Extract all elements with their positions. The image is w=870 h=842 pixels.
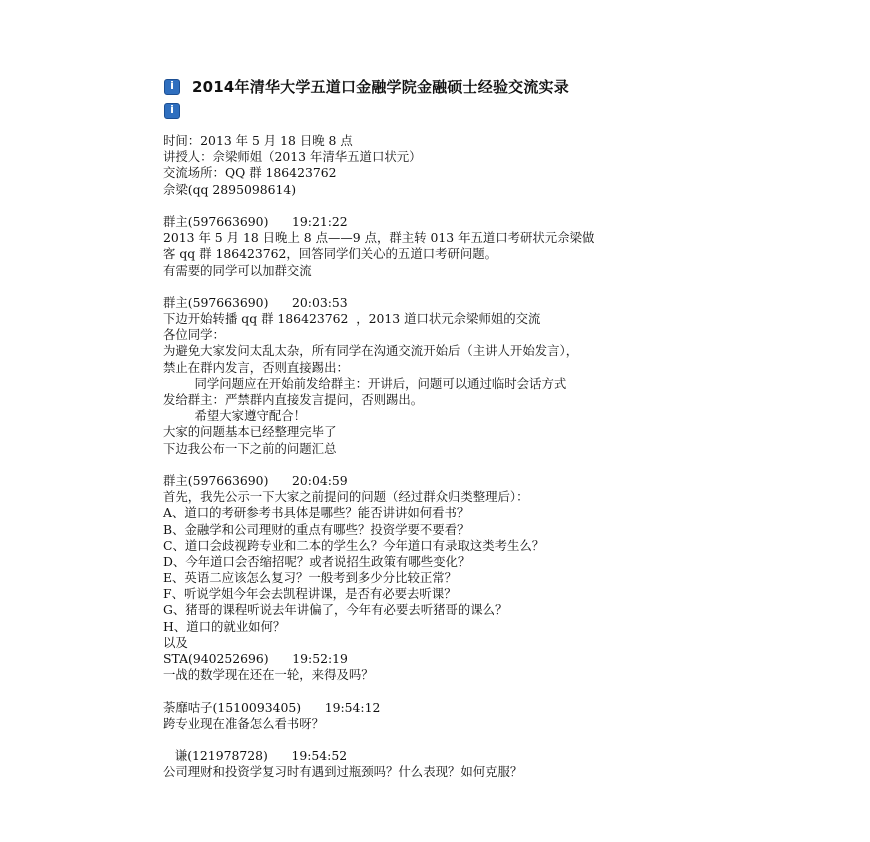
blank-line <box>163 198 763 214</box>
text-line: 讲授人：佘梁师姐（2013 年清华五道口状元） <box>163 149 422 165</box>
document-title: 2014年清华大学五道口金融学院金融硕士经验交流实录 <box>192 78 569 96</box>
text-line: 一战的数学现在还在一轮，来得及吗？ <box>163 667 374 683</box>
blank-line <box>163 732 763 748</box>
text-line: STA(940252696) 19:52:19 <box>163 651 348 666</box>
text-line: 希望大家遵守配合！ <box>163 408 307 424</box>
text-line: 有需要的同学可以加群交流 <box>163 262 312 278</box>
text-line: 群主(597663690) 20:03:53 <box>163 294 348 310</box>
text-line: B、金融学和公司理财的重点有哪些？投资学要不要看？ <box>163 521 470 537</box>
text-line: 以及 <box>163 634 188 650</box>
text-line: 群主(597663690) 19:21:22 <box>163 213 348 229</box>
text-line: 公司理财和投资学复习时有遇到过瓶颈吗？什么表现？如何克服？ <box>163 764 523 780</box>
text-line: 时间：2013 年 5 月 18 日晚 8 点 <box>163 133 353 148</box>
text-line: 禁止在群内发言，否则直接踢出： <box>163 359 349 375</box>
text-line: 荼靡咕子(1510093405) 19:54:12 <box>163 699 381 715</box>
text-line: G、猪哥的课程听说去年讲偏了，今年有必要去听猪哥的课么？ <box>163 602 508 618</box>
title-row <box>164 76 569 97</box>
text-line: 为避免大家发问太乱太杂，所有同学在沟通交流开始后（主讲人开始发言）， <box>163 343 579 359</box>
text-line: 同学问题应在开始前发给群主：开讲后，问题可以通过临时会话方式 <box>163 375 567 391</box>
text-line: 2013 年 5 月 18 日晚上 8 点——9 点，群主转 013 年五道口考研状元佘梁做 <box>163 230 595 246</box>
text-line: C、道口会歧视跨专业和二本的学生么？今年道口有录取这类考生么？ <box>163 537 545 553</box>
text-line: 各位同学： <box>163 327 225 343</box>
text-line: 群主(597663690) 20:04:59 <box>163 472 348 488</box>
document-body <box>163 133 763 781</box>
text-line: 交流场所：QQ 群 186423762 <box>163 165 337 181</box>
text-line: 下边我公布一下之前的问题汇总 <box>163 440 337 456</box>
text-line: F、听说学姐今年会去凯程讲课，是否有必要去听课？ <box>163 586 457 602</box>
text-line: 首先，我先公示一下大家之前提问的问题（经过群众归类整理后）： <box>163 489 529 505</box>
text-line: 大家的问题基本已经整理完毕了 <box>163 424 337 440</box>
info-icon <box>164 103 180 119</box>
text-line: 客 qq 群 186423762，回答同学们关心的五道口考研问题。 <box>163 246 498 262</box>
text-line: E、英语二应该怎么复习？一般考到多少分比较正常？ <box>163 570 458 586</box>
info-icon <box>164 79 180 95</box>
text-line: 谦(121978728) 19:54:52 <box>163 748 348 764</box>
blank-line <box>163 279 763 295</box>
blank-line <box>163 457 763 473</box>
text-line: 发给群主：严禁群内直接发言提问，否则踢出。 <box>163 392 424 407</box>
text-line: A、道口的考研参考书具体是哪些？能否讲讲如何看书？ <box>163 505 470 521</box>
text-line: 下边开始转播 qq 群 186423762 ，2013 道口状元佘梁师姐的交流 <box>163 311 541 327</box>
text-line: D、今年道口会否缩招呢？或者说招生政策有哪些变化？ <box>163 553 471 569</box>
text-line: 佘梁(qq 2895098614) <box>163 181 297 197</box>
text-line: 跨专业现在准备怎么看书呀？ <box>163 715 325 731</box>
text-line: H、道口的就业如何？ <box>163 618 286 634</box>
blank-line <box>163 683 763 699</box>
